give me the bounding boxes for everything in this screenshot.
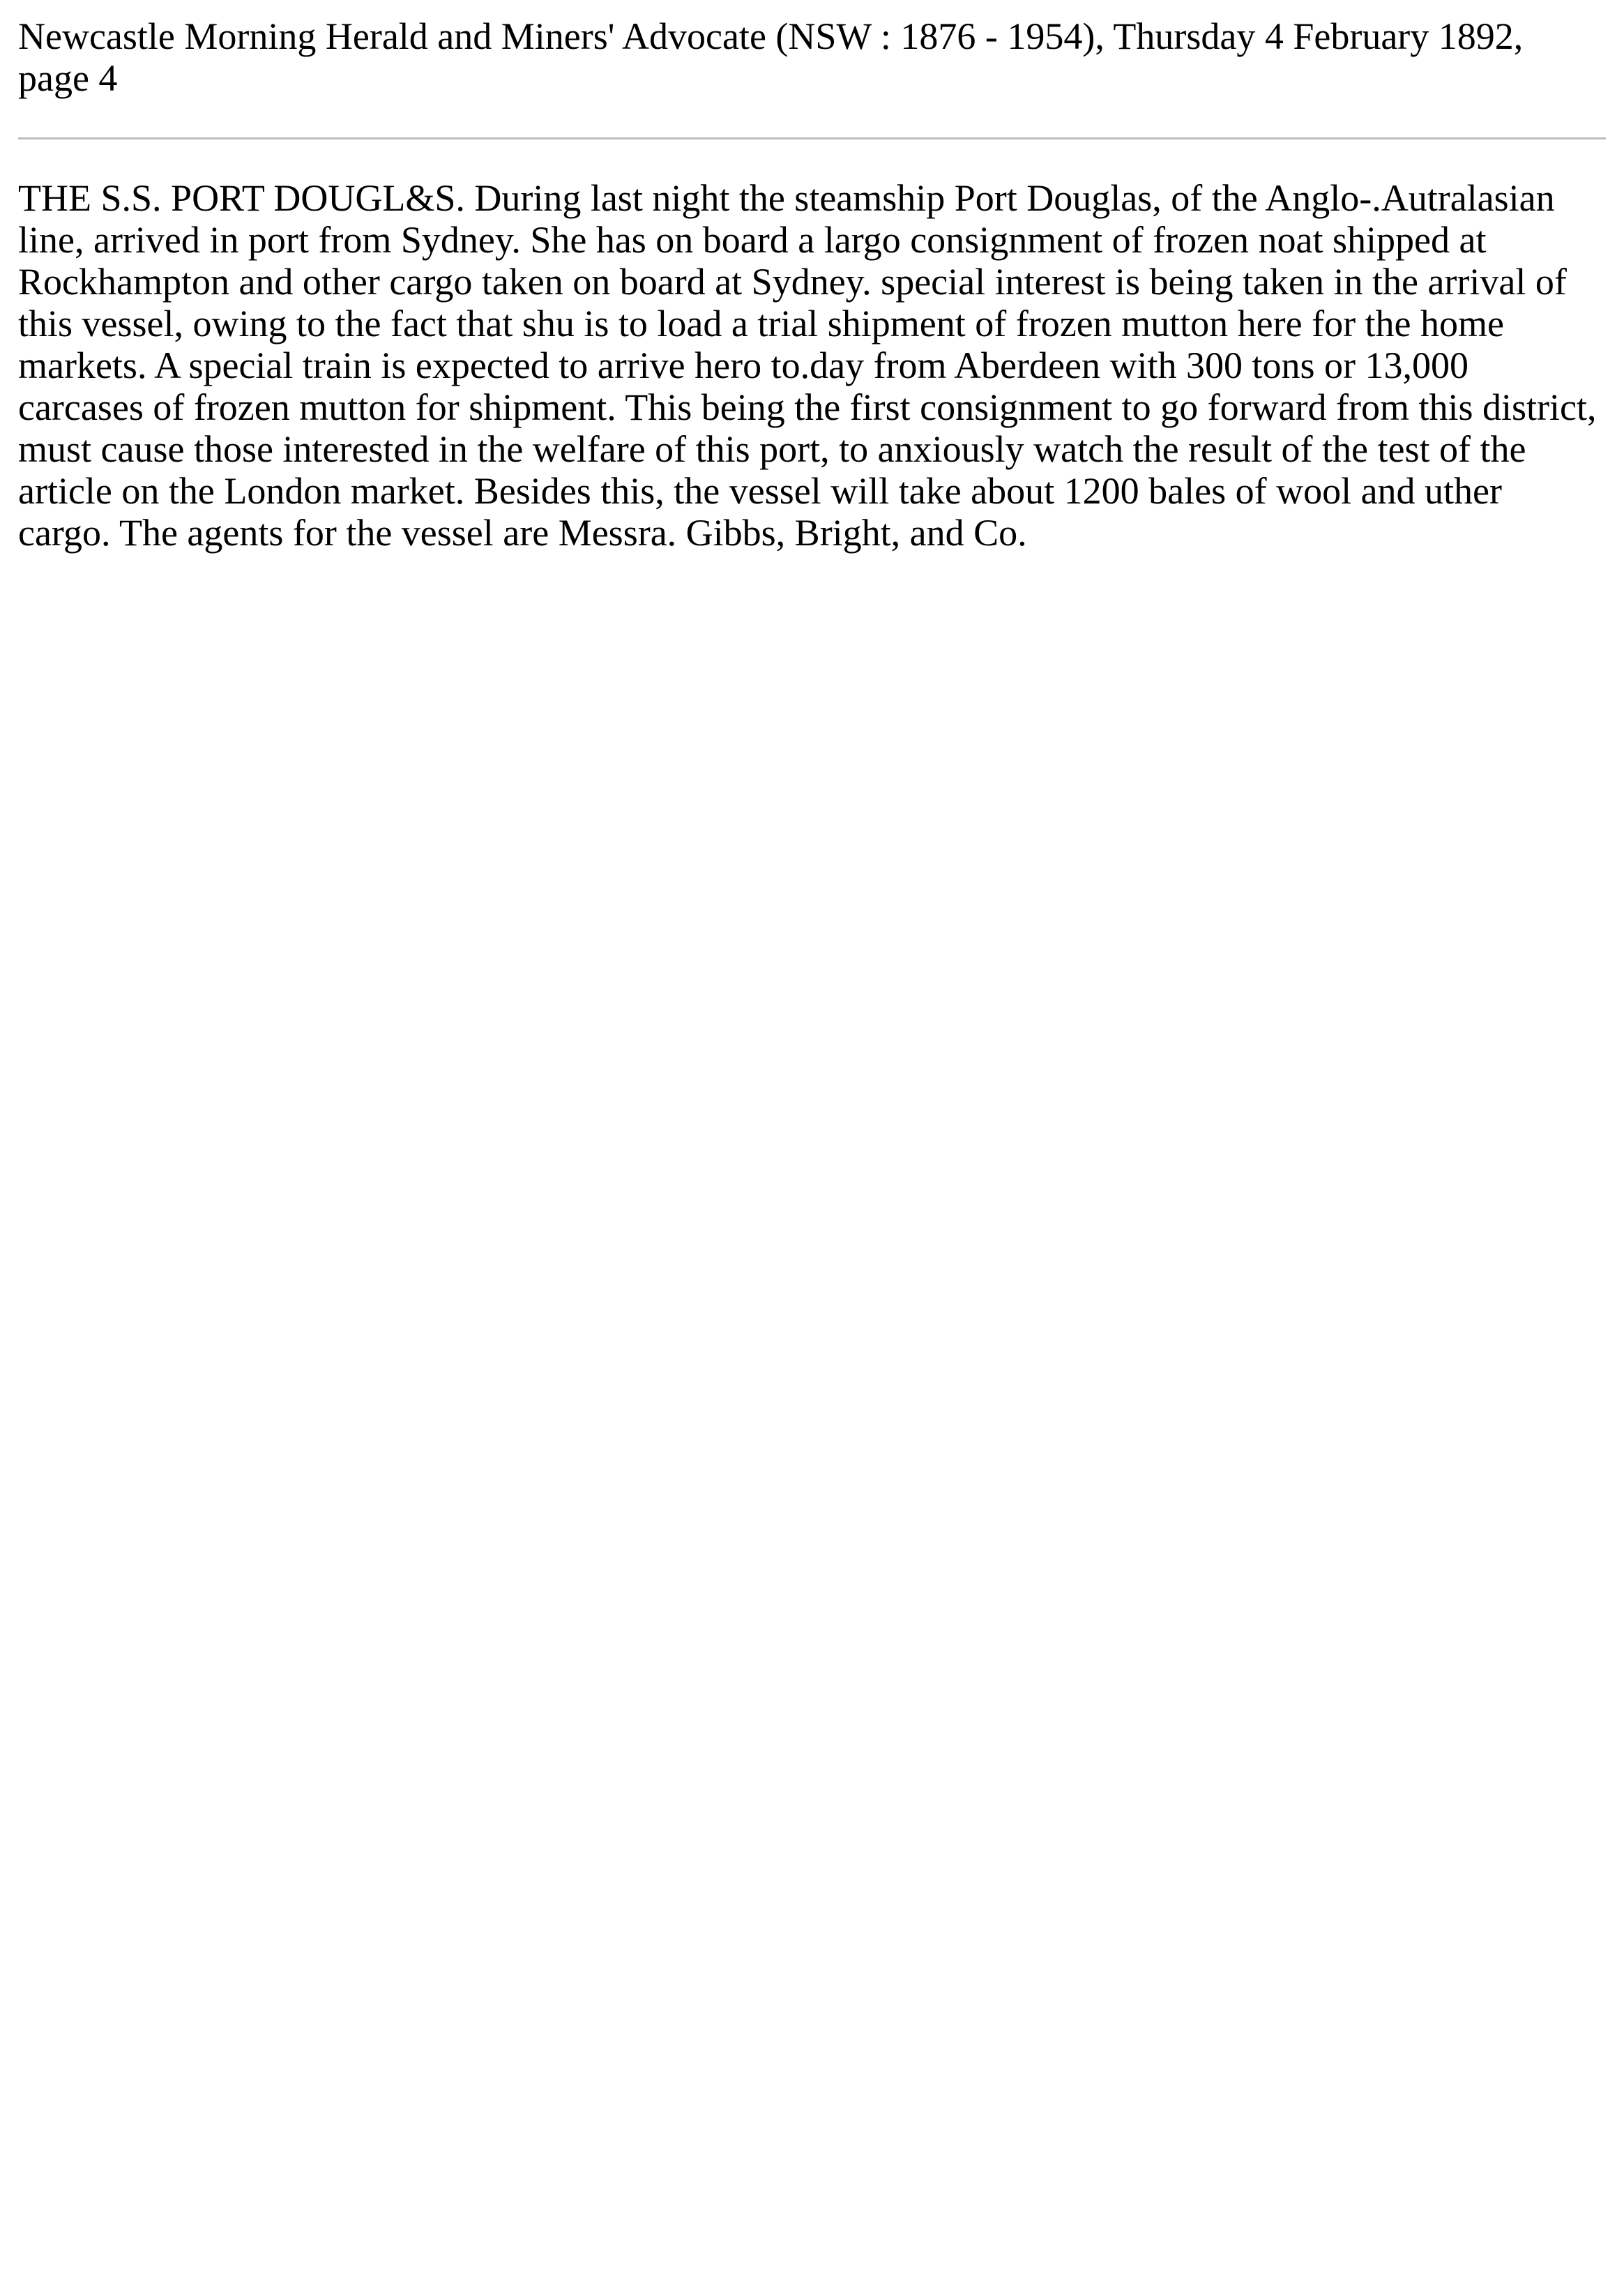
- horizontal-divider: [18, 137, 1606, 139]
- article-body: THE S.S. PORT DOUGL&S. During last night the steamship Port Douglas, of the Anglo-.Autralasian line, arrived in port from Sydney. She has on board a largo consignment of frozen noat shipped at Rockhampton and other cargo taken on board at Sydney. special interest is being taken in the arrival of this vessel, owing to the fact that shu is to load a trial shipment of frozen mutton here for the home markets. A special train is expected to arrive hero to.day from Aberdeen with 300 tons or 13,000 carcases of frozen mutton for shipment. This being the first consignment to go forward from this district, must cause those interested in the welfare of this port, to anxiously watch the result of the test of the article on the London market. Besides this, the vessel will take about 1200 bales of wool and uther cargo. The agents for the vessel are Messra. Gibbs, Bright, and Co.: [18, 177, 1597, 554]
- source-citation-heading: Newcastle Morning Herald and Miners' Advocate (NSW : 1876 - 1954), Thursday 4 February 1892, page 4: [18, 15, 1524, 99]
